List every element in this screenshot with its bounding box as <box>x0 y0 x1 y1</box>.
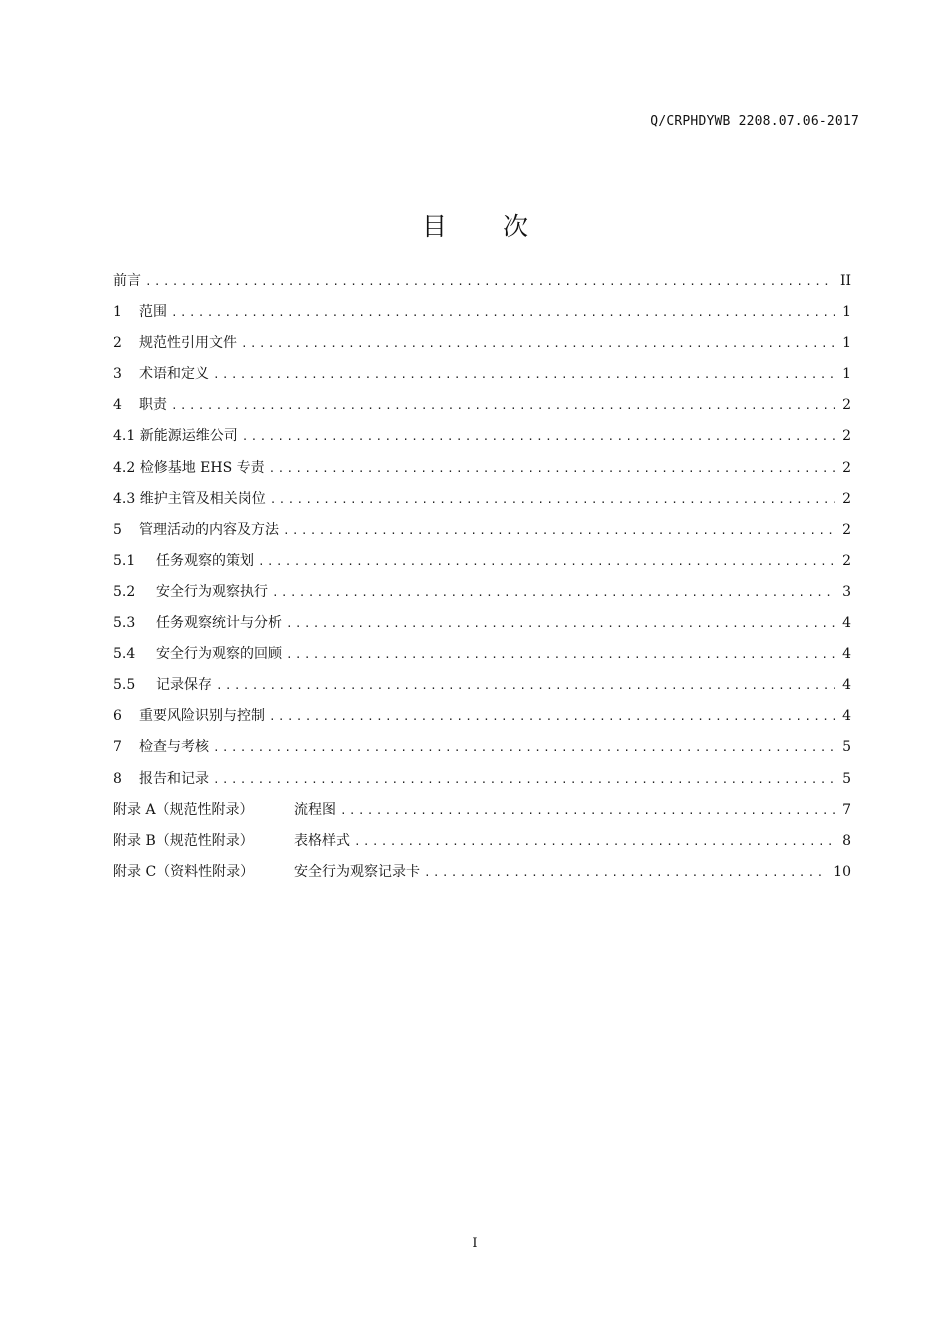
toc-leader-dots <box>171 390 835 421</box>
toc-entry-subtitle: 表格样式 <box>294 832 350 849</box>
toc-leader-dots <box>354 826 835 857</box>
toc-entry-4-1[interactable] <box>113 421 851 452</box>
toc-leader-dots <box>213 732 835 763</box>
toc-entry-label: 附录 C（资料性附录） <box>113 863 255 880</box>
toc-leader-dots <box>270 484 835 515</box>
document-code: Q/CRPHDYWB 2208.07.06-2017 <box>650 114 859 129</box>
toc-entry-normative-references[interactable] <box>113 328 851 359</box>
toc-entry-label: 前言 <box>113 273 141 289</box>
toc-entry-number: 1 <box>113 304 122 321</box>
toc-entry-label: 记录保存 <box>156 677 212 694</box>
toc-entry-appendix-b[interactable] <box>113 826 851 857</box>
toc-entry-page: 2 <box>842 521 851 538</box>
toc-entry-page: 4 <box>842 615 851 632</box>
toc-leader-dots <box>286 608 835 639</box>
toc-leader-dots <box>241 328 835 359</box>
toc-entry-label: 规范性引用文件 <box>139 335 237 352</box>
toc-entry-page: 2 <box>842 459 851 476</box>
toc-entry-page: 2 <box>842 552 851 569</box>
toc-entry-label: 安全行为观察的回顾 <box>156 646 282 663</box>
toc-leader-dots <box>171 297 835 328</box>
toc-leader-dots <box>213 359 835 390</box>
toc-entry-page: 7 <box>842 801 851 818</box>
toc-entry-label: 职责 <box>139 397 167 414</box>
toc-entry-5-3[interactable] <box>113 608 851 639</box>
toc-entry-number: 5.4 <box>113 646 136 663</box>
toc-leader-dots <box>213 764 835 795</box>
toc-entry-number: 7 <box>113 739 122 756</box>
toc-entry-page: 2 <box>842 428 851 445</box>
table-of-contents <box>113 266 851 888</box>
toc-entry-terms-definitions[interactable] <box>113 359 851 390</box>
toc-entry-4-2[interactable] <box>113 453 851 484</box>
toc-entry-label: 任务观察统计与分析 <box>156 615 282 632</box>
toc-entry-number: 8 <box>113 770 122 787</box>
toc-entry-number: 6 <box>113 708 122 725</box>
page-number: I <box>472 1236 478 1251</box>
toc-entry-label: 4.2 检修基地 EHS 专责 <box>113 459 265 476</box>
toc-entry-label: 重要风险识别与控制 <box>139 708 265 725</box>
toc-entry-page: 4 <box>842 677 851 694</box>
toc-entry-management-activities[interactable] <box>113 515 851 546</box>
toc-entry-inspection[interactable] <box>113 732 851 763</box>
toc-entry-page: 2 <box>842 397 851 414</box>
toc-leader-dots <box>216 670 835 701</box>
toc-entry-label: 检查与考核 <box>139 739 209 756</box>
toc-entry-page: 4 <box>842 708 851 725</box>
toc-entry-4-3[interactable] <box>113 484 851 515</box>
toc-entry-page: 5 <box>842 770 851 787</box>
toc-entry-page: 1 <box>842 366 851 383</box>
toc-entry-subtitle: 安全行为观察记录卡 <box>294 863 420 880</box>
toc-entry-number: 5.2 <box>113 583 136 600</box>
toc-entry-label: 4.1 新能源运维公司 <box>113 428 238 445</box>
toc-entry-page: 4 <box>842 646 851 663</box>
toc-leader-dots <box>242 421 835 452</box>
toc-leader-dots <box>286 639 835 670</box>
toc-entry-responsibilities[interactable] <box>113 390 851 421</box>
toc-leader-dots <box>272 577 835 608</box>
toc-entry-5-4[interactable] <box>113 639 851 670</box>
toc-leader-dots <box>258 546 835 577</box>
toc-entry-number: 3 <box>113 366 122 383</box>
toc-entry-label: 任务观察的策划 <box>156 552 254 569</box>
toc-entry-page: 10 <box>833 863 851 880</box>
toc-entry-5-5[interactable] <box>113 670 851 701</box>
toc-entry-label: 附录 A（规范性附录） <box>113 801 254 818</box>
toc-entry-page: 1 <box>842 335 851 352</box>
toc-entry-page: 2 <box>842 490 851 507</box>
toc-entry-label: 附录 B（规范性附录） <box>113 832 254 849</box>
toc-entry-risk-control[interactable] <box>113 701 851 732</box>
toc-entry-subtitle: 流程图 <box>294 801 336 818</box>
toc-entry-number: 5.1 <box>113 552 136 569</box>
toc-entry-5-2[interactable] <box>113 577 851 608</box>
toc-entry-foreword[interactable] <box>113 266 851 297</box>
toc-entry-number: 5 <box>113 521 122 538</box>
toc-entry-number: 2 <box>113 335 122 352</box>
toc-entry-page: 8 <box>842 832 851 849</box>
toc-entry-number: 5.3 <box>113 615 136 632</box>
toc-entry-page: 5 <box>842 739 851 756</box>
toc-entry-appendix-a[interactable] <box>113 795 851 826</box>
toc-entry-label: 术语和定义 <box>139 366 209 383</box>
toc-title: 目 次 <box>422 211 552 241</box>
toc-entry-number: 5.5 <box>113 677 136 694</box>
toc-entry-label: 管理活动的内容及方法 <box>139 521 279 538</box>
toc-entry-page: II <box>839 273 851 289</box>
toc-entry-page: 3 <box>842 583 851 600</box>
toc-leader-dots <box>424 857 827 888</box>
toc-entry-label: 报告和记录 <box>139 770 209 787</box>
toc-entry-label: 4.3 维护主管及相关岗位 <box>113 490 266 507</box>
toc-leader-dots <box>269 453 835 484</box>
toc-entry-label: 范围 <box>139 304 167 321</box>
toc-leader-dots <box>340 795 835 826</box>
toc-entry-reports-records[interactable] <box>113 764 851 795</box>
toc-entry-label: 安全行为观察执行 <box>156 583 268 600</box>
toc-entry-scope[interactable] <box>113 297 851 328</box>
toc-entry-appendix-c[interactable] <box>113 857 851 888</box>
toc-entry-5-1[interactable] <box>113 546 851 577</box>
toc-leader-dots <box>145 266 834 297</box>
toc-entry-number: 4 <box>113 397 122 414</box>
toc-leader-dots <box>283 515 835 546</box>
toc-leader-dots <box>269 701 835 732</box>
toc-entry-page: 1 <box>842 304 851 321</box>
